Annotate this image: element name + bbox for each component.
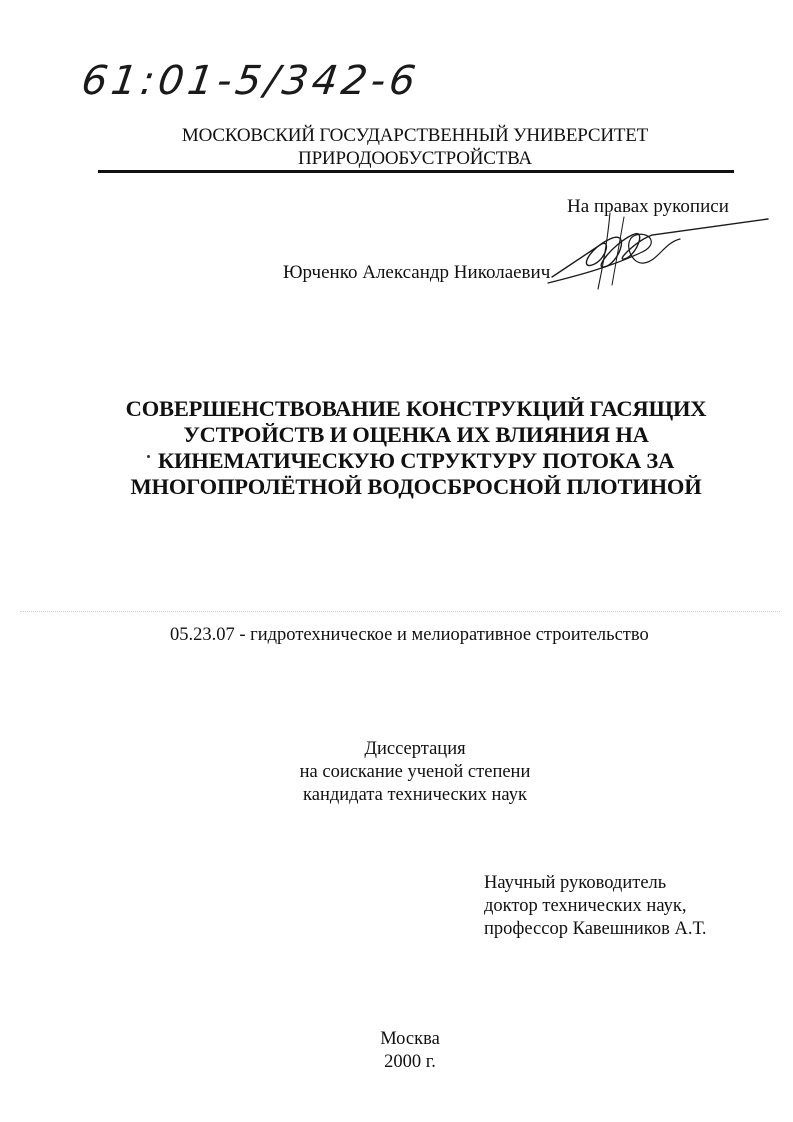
header-divider	[98, 170, 734, 173]
university-line: МОСКОВСКИЙ ГОСУДАРСТВЕННЫЙ УНИВЕРСИТЕТ	[181, 125, 649, 146]
degree-line: Диссертация	[364, 739, 466, 759]
degree-line: кандидата технических наук	[303, 785, 527, 805]
archive-code-handwritten: 61:01-5/342-6	[78, 58, 423, 104]
scan-speck	[147, 455, 150, 458]
supervisor-line: Научный руководитель	[484, 873, 667, 893]
supervisor-line: профессор Кавешников А.Т.	[484, 919, 707, 939]
year: 2000 г.	[384, 1052, 436, 1072]
degree-statement	[250, 738, 580, 807]
scientific-supervisor	[484, 872, 707, 941]
university-line: ПРИРОДООБУСТРОЙСТВА	[298, 148, 532, 169]
dissertation-title	[96, 396, 736, 500]
specialty-code: 05.23.07 - гидротехническое и мелиоративное строительство	[170, 625, 649, 645]
title-line: УСТРОЙСТВ И ОЦЕНКА ИХ ВЛИЯНИЯ НА	[183, 422, 649, 447]
university-name	[100, 124, 730, 170]
scan-artifact-line	[20, 611, 780, 612]
degree-line: на соискание ученой степени	[299, 762, 531, 782]
title-line: КИНЕМАТИЧЕСКУЮ СТРУКТУРУ ПОТОКА ЗА	[157, 448, 675, 473]
place-and-year	[330, 1028, 490, 1074]
title-line: МНОГОПРОЛЁТНОЙ ВОДОСБРОСНОЙ ПЛОТИНОЙ	[130, 474, 702, 499]
supervisor-line: доктор технических наук,	[484, 896, 687, 916]
title-line: СОВЕРШЕНСТВОВАНИЕ КОНСТРУКЦИЙ ГАСЯЩИХ	[125, 396, 707, 421]
city: Москва	[380, 1029, 440, 1049]
signature-scribble	[540, 205, 770, 295]
author-name: Юрченко Александр Николаевич	[283, 262, 551, 283]
manuscript-rights-note: На правах рукописи	[567, 196, 729, 217]
